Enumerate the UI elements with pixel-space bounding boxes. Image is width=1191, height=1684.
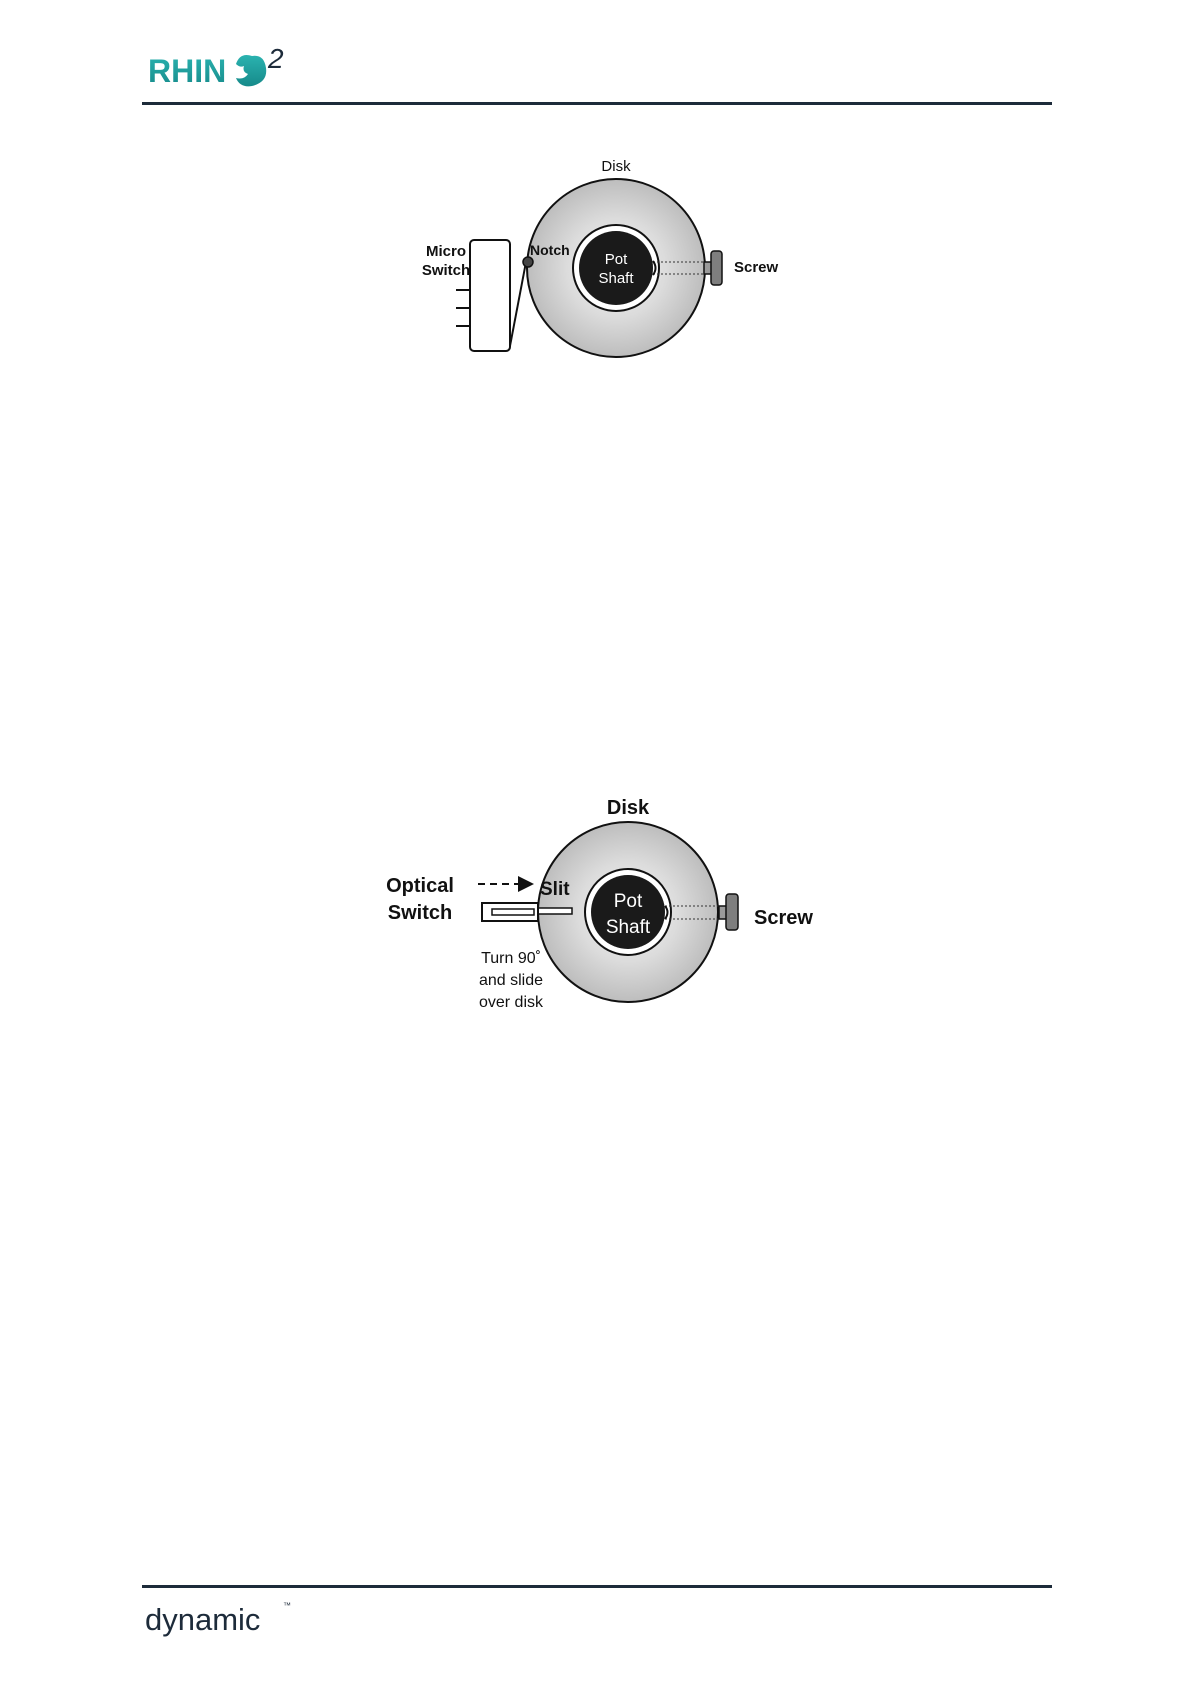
micro-switch-diagram [400,150,820,370]
screw-label: Screw [754,907,813,929]
switch-lever [510,262,526,346]
slit-label: Slit [540,879,570,900]
dynamic-logo [145,1596,305,1640]
switch-label-2: Switch [421,262,471,279]
rhino-head-icon [236,55,266,86]
disk-label: Disk [601,158,631,175]
micro-switch-body [470,240,510,351]
logo-text: RHIN [148,53,227,89]
trademark-symbol: ™ [283,1601,291,1610]
note-line-3: over disk [478,994,544,1011]
switch-label-2: Switch [387,902,453,924]
notch-label: Notch [530,242,570,258]
disk-slit [538,908,572,914]
footer-logo-text: dynamic [145,1602,261,1637]
shaft-label-2: Shaft [605,917,651,938]
shaft-label-1: Pot [604,251,628,268]
screw-head [726,894,738,930]
optical-switch-icon [482,903,538,921]
note-line-1: Turn 90˚ [481,950,541,967]
optical-switch-diagram [370,780,830,1030]
note-line-2: and slide [478,972,544,989]
switch-label-1: Micro [425,243,467,260]
pot-shaft [579,231,653,305]
rhino-logo [148,44,308,94]
shaft-label-2: Shaft [598,270,634,287]
switch-label-1: Optical [386,875,454,897]
header-divider [142,102,1052,105]
footer-divider [142,1585,1052,1588]
lever-roller [523,257,533,267]
logo-superscript: 2 [268,44,284,74]
screw-label: Screw [734,259,779,276]
screw-head [711,251,722,285]
shaft-label-1: Pot [613,891,643,912]
disk-label: Disk [606,797,650,819]
